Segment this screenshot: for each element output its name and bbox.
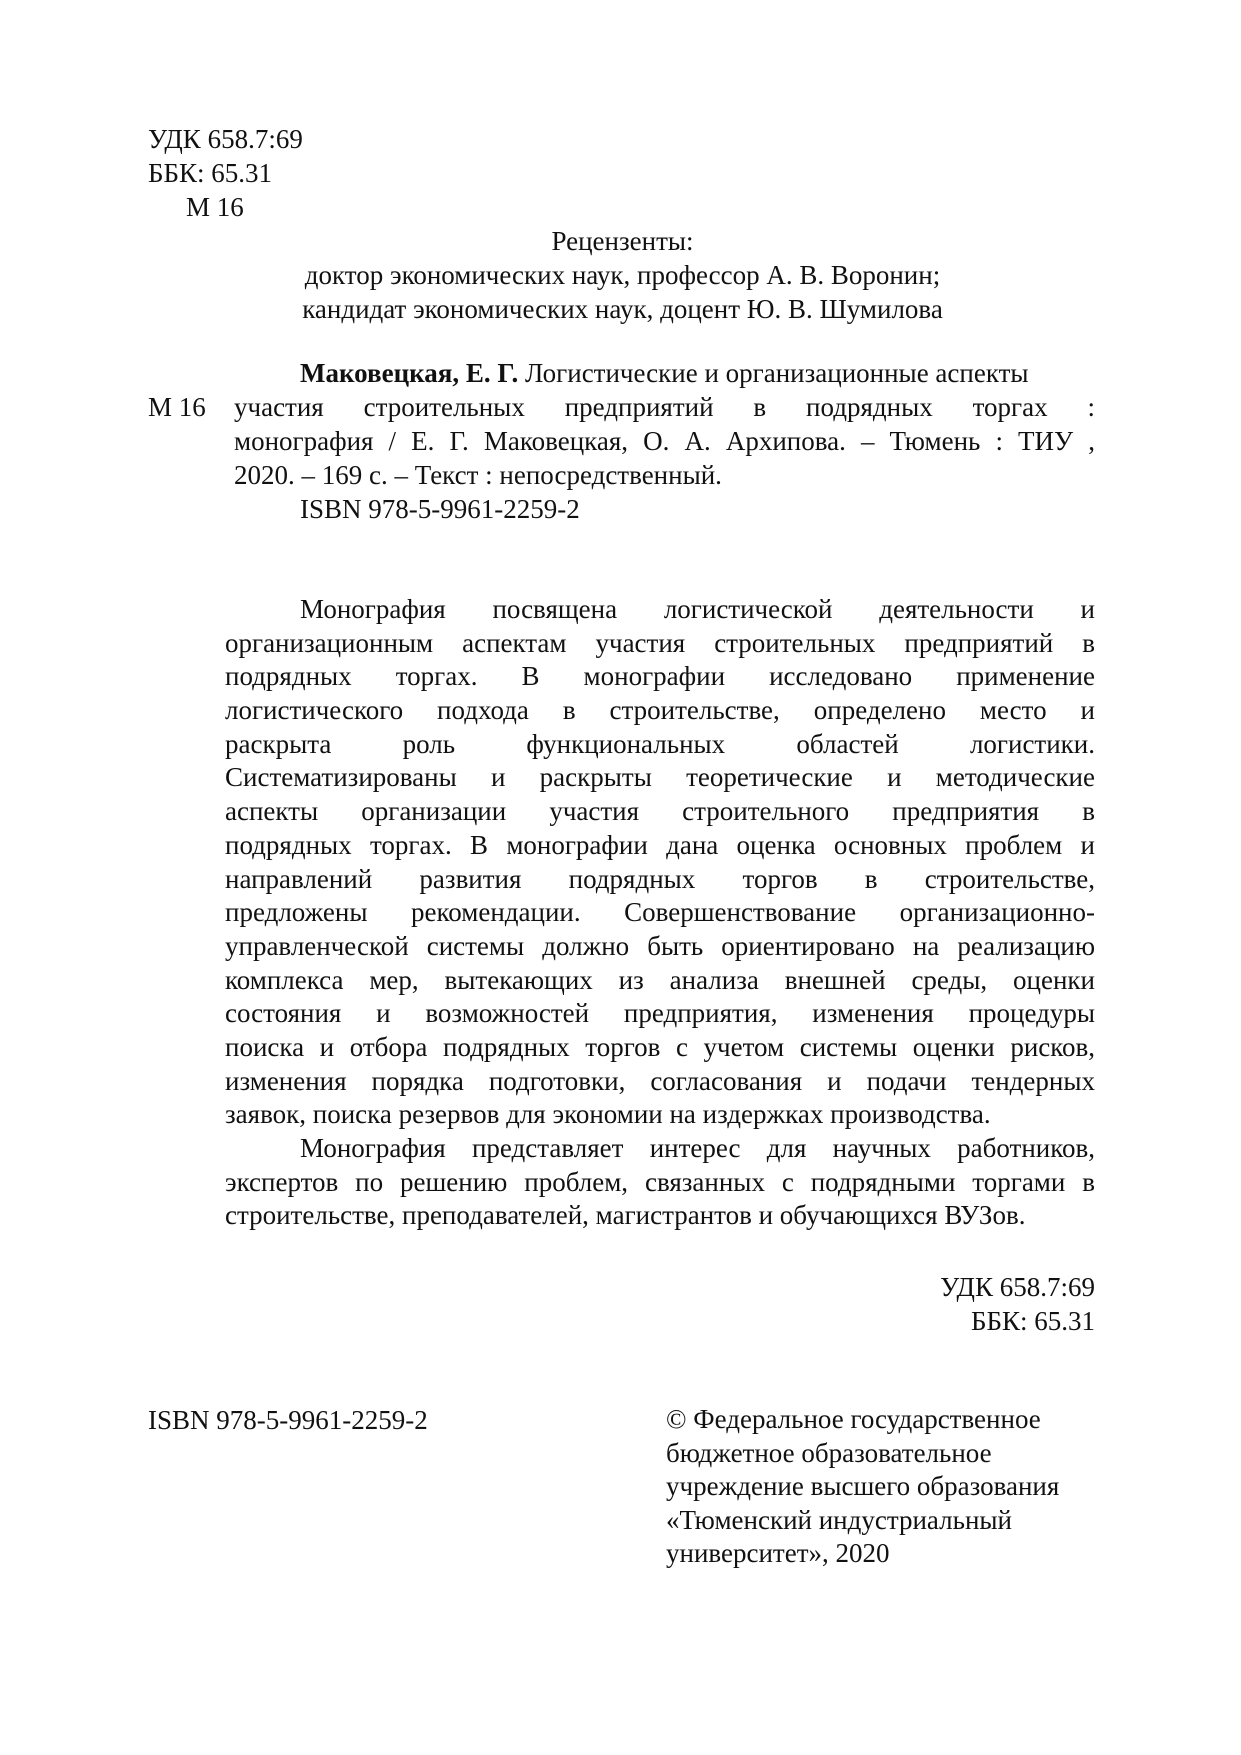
reviewer-line: доктор экономических наук, профессор А. В. Воронин;: [304, 260, 941, 290]
citation-first-line: [300, 356, 1095, 390]
citation-line: участия строительных предприятий в подрядных торгах :: [234, 392, 1095, 422]
abstract-line: подрядных торгах. В монографии дана оценка основных проблем и: [225, 829, 1095, 860]
abstract-line: раскрыта роль функциональных областей логистики.: [225, 728, 1095, 759]
abstract-line: логистического подхода в строительстве, определено место и: [225, 695, 1095, 726]
citation-isbn: ISBN 978-5-9961-2259-2: [300, 494, 580, 524]
abstract-line: Систематизированы и раскрыты теоретические и методические: [225, 762, 1095, 793]
abstract-line: направлений развития подрядных торгов в строительстве,: [225, 863, 1095, 894]
copyright-line: университет», 2020: [666, 1538, 890, 1568]
copyright-line: «Тюменский индустриальный: [666, 1504, 1012, 1535]
abstract-line: Монография представляет интерес для научных работников,: [300, 1133, 1095, 1163]
abstract-line: предложены рекомендации. Совершенствование организационно-: [225, 897, 1095, 928]
citation-line: монография / Е. Г. Маковецкая, О. А. Архипова. – Тюмень : ТИУ ,: [234, 426, 1095, 456]
citation-author: Маковецкая, Е. Г.: [300, 358, 519, 388]
abstract-line: подрядных торгах. В монографии исследовано применение: [225, 661, 1095, 692]
footer-udk-code: УДК 658.7:69: [940, 1272, 1095, 1302]
abstract-paragraph-1: [225, 593, 1095, 1233]
reviewer-line: кандидат экономических наук, доцент Ю. В. Шумилова: [302, 294, 943, 324]
copyright-line: © Федеральное государственное: [666, 1404, 1041, 1434]
abstract-line: управленческой системы должно быть ориентировано на реализацию: [225, 930, 1095, 961]
abstract-line: состояния и возможностей предприятия, изменения процедуры: [225, 998, 1095, 1029]
abstract-line: изменения порядка подготовки, согласования и подачи тендерных: [225, 1065, 1095, 1096]
copyright-block: [666, 1403, 1059, 1571]
abstract-line: заявок, поиска резервов для экономии на издержках производства.: [225, 1099, 991, 1130]
copyright-line: бюджетное образовательное: [666, 1437, 992, 1468]
bottom-isbn: ISBN 978-5-9961-2259-2: [148, 1405, 428, 1435]
citation-title-start: Логистические и организационные аспекты: [525, 358, 1029, 388]
abstract-line: экспертов по решению проблем, связанных с подрядными торгами в: [225, 1166, 1095, 1197]
abstract-line: поиска и отбора подрядных торгов с учетом системы оценки рисков,: [225, 1031, 1095, 1062]
copyright-line: учреждение высшего образования: [666, 1471, 1060, 1501]
footer-bbk-code: ББК: 65.31: [970, 1306, 1095, 1336]
abstract-line: аспекты организации участия строительного предприятия в: [225, 796, 1095, 827]
author-mark: М 16: [186, 192, 244, 222]
abstract-line: комплекса мер, вытекающих из анализа внешней среды, оценки: [225, 964, 1095, 995]
reviewers-title: Рецензенты:: [551, 226, 694, 256]
abstract-line: организационным аспектам участия строительных предприятий в: [225, 627, 1095, 658]
abstract-line: Монография посвящена логистической деятельности и: [300, 594, 1095, 624]
citation-line: 2020. – 169 с. – Текст : непосредственный.: [234, 460, 722, 490]
bbk-code: ББК: 65.31: [148, 158, 273, 188]
udk-code: УДК 658.7:69: [148, 124, 303, 154]
citation-mark: М 16: [148, 392, 206, 422]
abstract-line: строительстве, преподавателей, магистрантов и обучающихся ВУЗов.: [225, 1200, 1026, 1231]
